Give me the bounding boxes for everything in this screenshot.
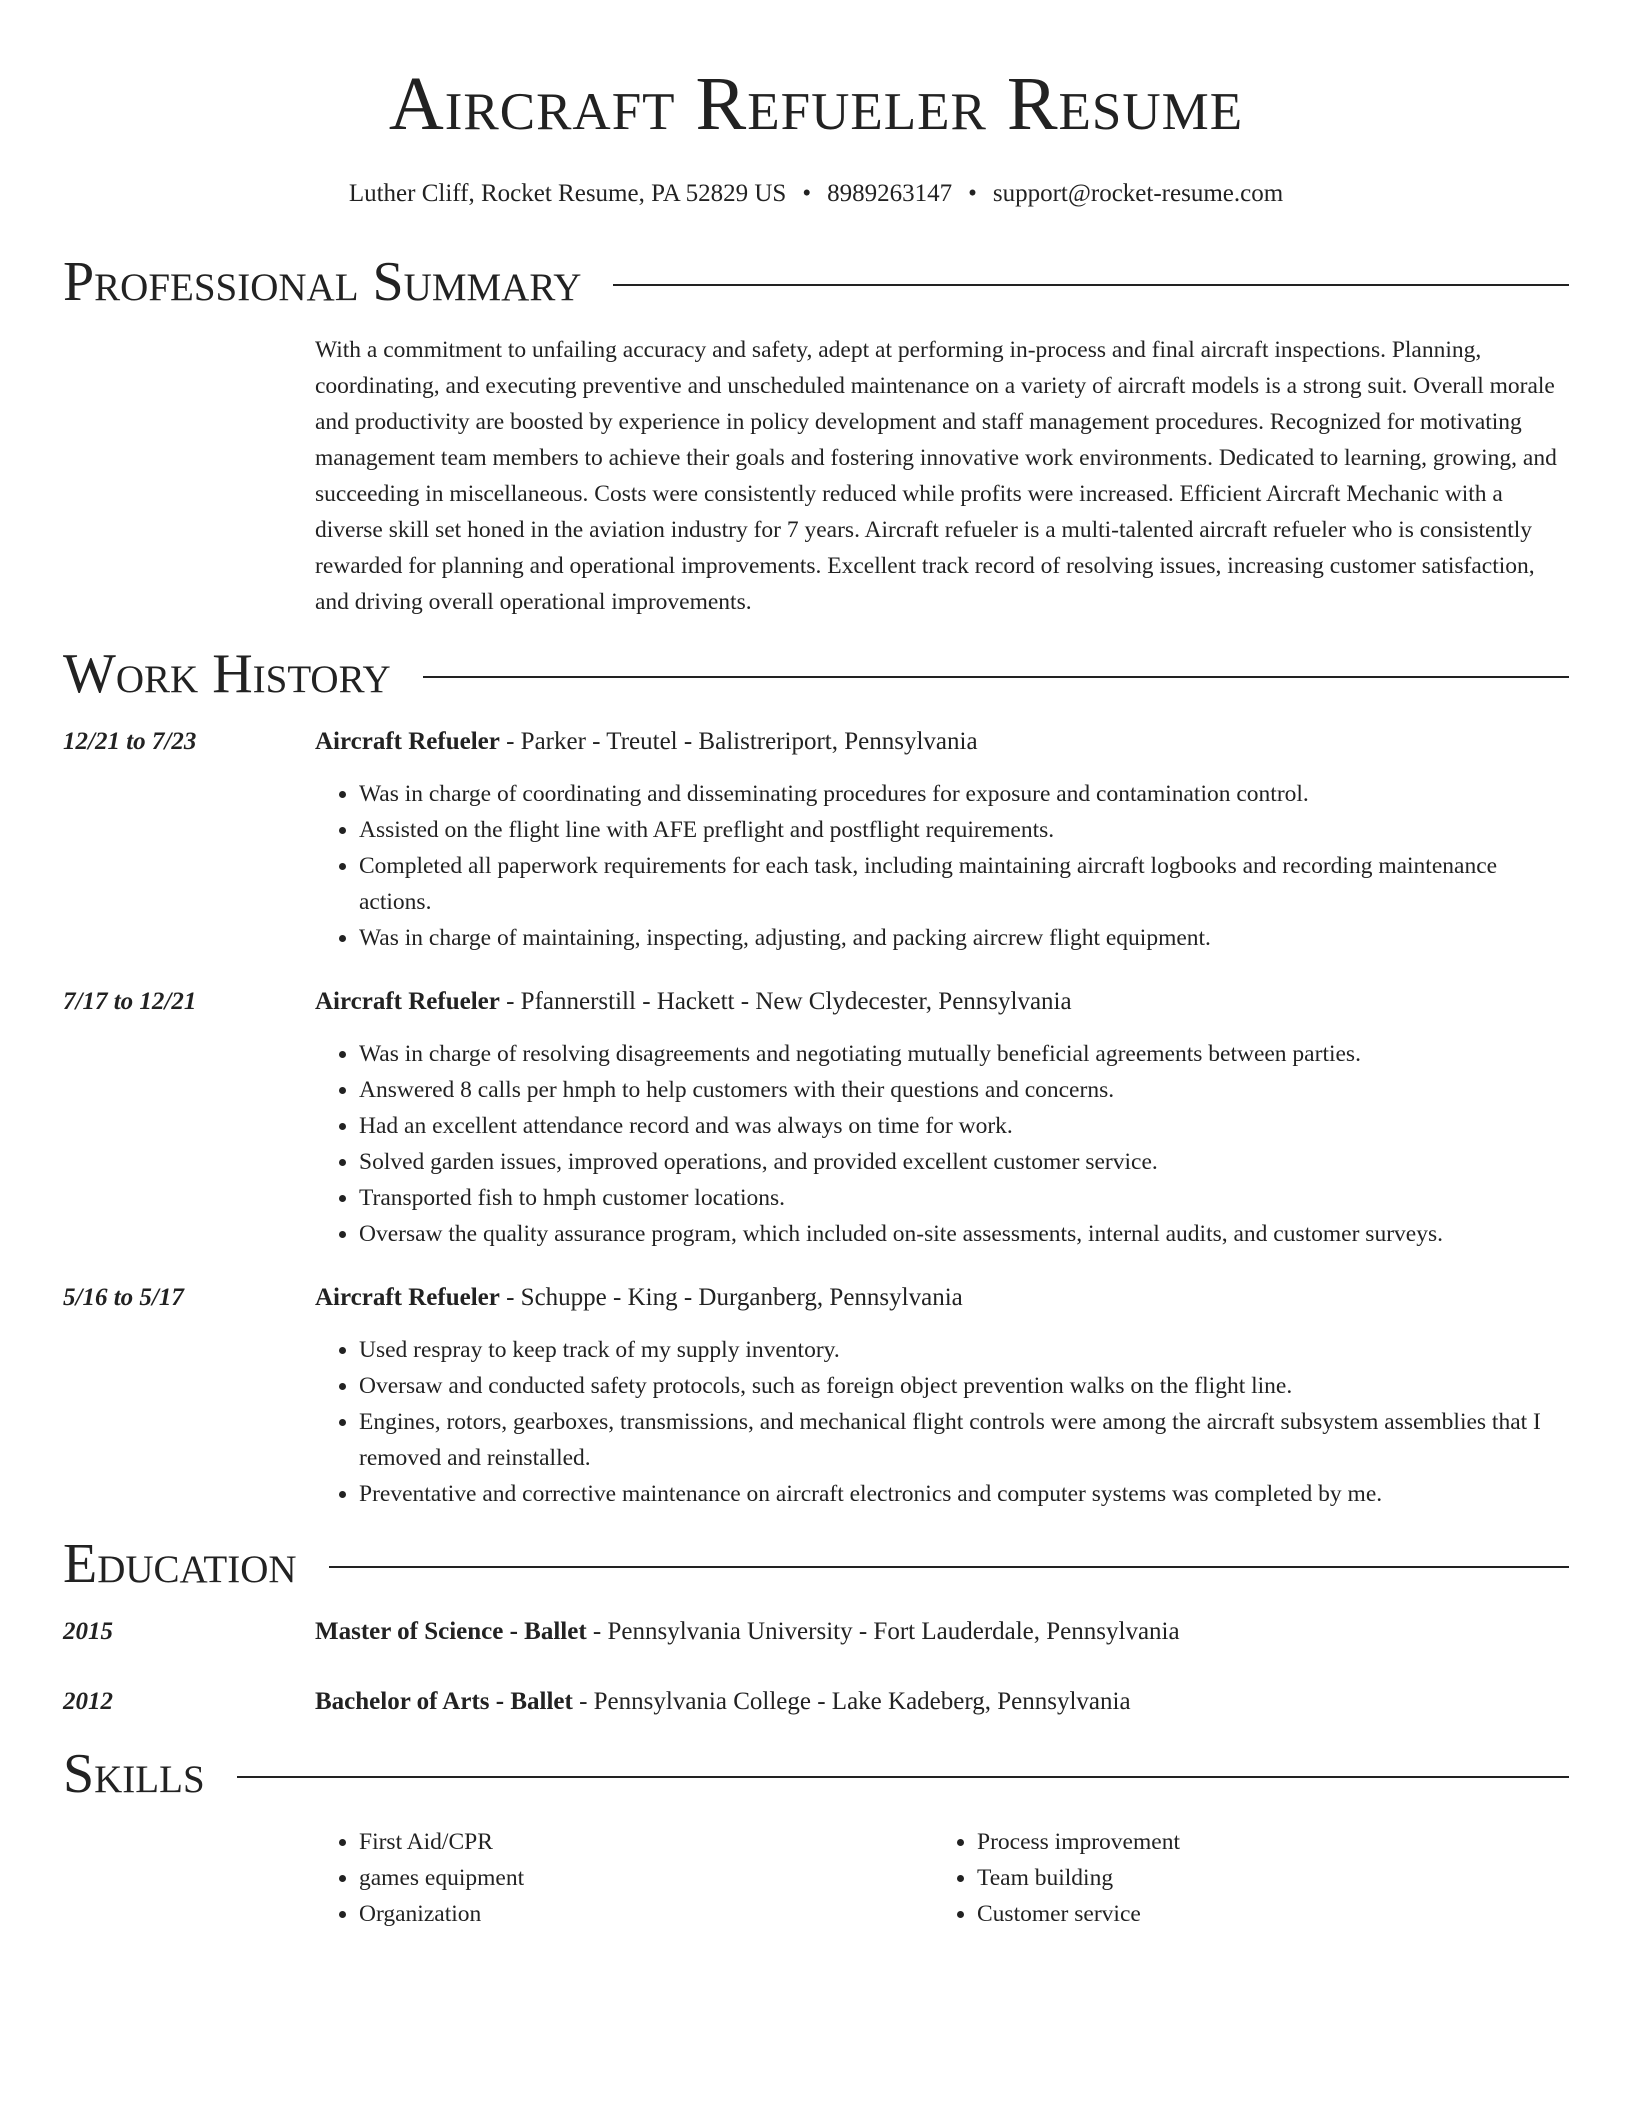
job-bullets: [315, 1332, 1569, 1512]
job-bullet: • Was in charge of resolving disagreements and negotiating mutually beneficial agreements between parties.: [359, 1036, 1569, 1072]
resume-title: Aircraft Refueler Resume: [388, 62, 1244, 146]
education-entry: [63, 1614, 1569, 1650]
section-divider: [329, 1566, 1569, 1568]
job-dates: 12/21 to 7/23: [63, 728, 197, 755]
skills-column-right: [933, 1824, 1551, 1932]
job-body: [315, 984, 1569, 1252]
work-section-header: [63, 642, 1569, 706]
contact-address: Luther Cliff, Rocket Resume, PA 52829 US: [348, 180, 787, 207]
job-bullet: • Engines, rotors, gearboxes, transmissions, and mechanical flight controls were among the aircraft subsystem assemblies that I removed and reinstalled.: [359, 1404, 1569, 1476]
job-bullet: • Transported fish to hmph customer locations.: [359, 1180, 1569, 1216]
contact-email: support@rocket-resume.com: [992, 180, 1284, 207]
job-line: [315, 984, 1569, 1020]
job-entry: [63, 724, 1569, 956]
job-bullets: [315, 1036, 1569, 1252]
job-body: [315, 724, 1569, 956]
skill-item: • Process improvement: [977, 1824, 1551, 1860]
skill-item: • Organization: [359, 1896, 933, 1932]
job-employer: - Schuppe - King - Durganberg, Pennsylvania: [499, 1284, 963, 1311]
contact-phone: 8989263147: [827, 180, 953, 207]
job-bullet: • Had an excellent attendance record and was always on time for work.: [359, 1108, 1569, 1144]
education-entry: [63, 1684, 1569, 1720]
job-entry: [63, 984, 1569, 1252]
job-employer: - Pfannerstill - Hackett - New Clydecester, Pennsylvania: [499, 988, 1072, 1015]
work-heading: Work History: [63, 643, 391, 705]
skill-item: • games equipment: [359, 1860, 933, 1896]
section-divider: [423, 676, 1569, 678]
section-divider: [613, 284, 1569, 286]
job-employer: - Parker - Treutel - Balistreriport, Pennsylvania: [499, 728, 978, 755]
skill-item: • Team building: [977, 1860, 1551, 1896]
job-bullet: • Used respray to keep track of my supply inventory.: [359, 1332, 1569, 1368]
job-title: Aircraft Refueler: [315, 1284, 500, 1311]
job-title: Aircraft Refueler: [315, 728, 500, 755]
contact-separator: •: [802, 180, 812, 207]
skills-heading: Skills: [63, 1743, 205, 1805]
job-dates: 5/16 to 5/17: [63, 1284, 184, 1311]
contact-separator: •: [968, 180, 977, 207]
education-year: 2012: [63, 1688, 113, 1715]
skills-list: [315, 1824, 1569, 1932]
summary-section-header: [63, 250, 1569, 314]
job-dates: 7/17 to 12/21: [63, 988, 197, 1015]
education-degree: Master of Science - Ballet: [315, 1618, 587, 1645]
summary-text: With a commitment to unfailing accuracy and safety, adept at performing in-process and final aircraft inspections. Planning, coordinating, and executing preventive and unscheduled maintenance on a variety of aircraft models is a strong suit. Overall morale and productivity are boosted by experience in policy development and staff management procedures. Recognized for motivating management team members to achieve their goals and fostering innovative work environments. Dedicated to learning, growing, and succeeding in miscellaneous. Costs were consistently reduced while profits were increased. Efficient Aircraft Mechanic with a diverse skill set honed in the aviation industry for 7 years. Aircraft refueler is a multi-talented aircraft refueler who is consistently rewarded for planning and operational improvements. Excellent track record of resolving issues, increasing customer satisfaction, and driving overall operational improvements.: [315, 337, 1557, 615]
skills-section-header: [63, 1742, 1569, 1806]
skill-item: • Customer service: [977, 1896, 1551, 1932]
job-line: [315, 724, 1569, 760]
education-heading: Education: [63, 1533, 297, 1595]
job-body: [315, 1280, 1569, 1512]
education-school: - Pennsylvania University - Fort Lauderdale, Pennsylvania: [586, 1618, 1180, 1645]
job-bullet: • Completed all paperwork requirements for each task, including maintaining aircraft logbooks and recording maintenance actions.: [359, 848, 1569, 920]
education-school: - Pennsylvania College - Lake Kadeberg, Pennsylvania: [572, 1688, 1131, 1715]
job-bullet: • Solved garden issues, improved operations, and provided excellent customer service.: [359, 1144, 1569, 1180]
section-divider: [237, 1776, 1569, 1778]
job-bullet: • Preventative and corrective maintenance on aircraft electronics and computer systems was completed by me.: [359, 1476, 1569, 1512]
job-line: [315, 1280, 1569, 1316]
education-year: 2015: [63, 1618, 113, 1645]
education-line: [315, 1614, 1569, 1650]
job-bullet: • Answered 8 calls per hmph to help customers with their questions and concerns.: [359, 1072, 1569, 1108]
skill-item: • First Aid/CPR: [359, 1824, 933, 1860]
job-bullet: • Was in charge of coordinating and disseminating procedures for exposure and contamination control.: [359, 776, 1569, 812]
work-history-list: [63, 724, 1569, 1512]
job-bullet: • Oversaw the quality assurance program, which included on-site assessments, internal audits, and customer surveys.: [359, 1216, 1569, 1252]
summary-heading: Professional Summary: [63, 251, 582, 313]
job-entry: [63, 1280, 1569, 1512]
job-bullet: • Oversaw and conducted safety protocols, such as foreign object prevention walks on the flight line.: [359, 1368, 1569, 1404]
education-degree: Bachelor of Arts - Ballet: [315, 1688, 573, 1715]
job-bullet: • Assisted on the flight line with AFE preflight and postflight requirements.: [359, 812, 1569, 848]
job-title: Aircraft Refueler: [315, 988, 500, 1015]
contact-line: [63, 178, 1569, 210]
job-bullet: • Was in charge of maintaining, inspecting, adjusting, and packing aircrew flight equipment.: [359, 920, 1569, 956]
education-section-header: [63, 1532, 1569, 1596]
job-bullets: [315, 776, 1569, 956]
skills-column-left: [315, 1824, 933, 1932]
education-line: [315, 1684, 1569, 1720]
